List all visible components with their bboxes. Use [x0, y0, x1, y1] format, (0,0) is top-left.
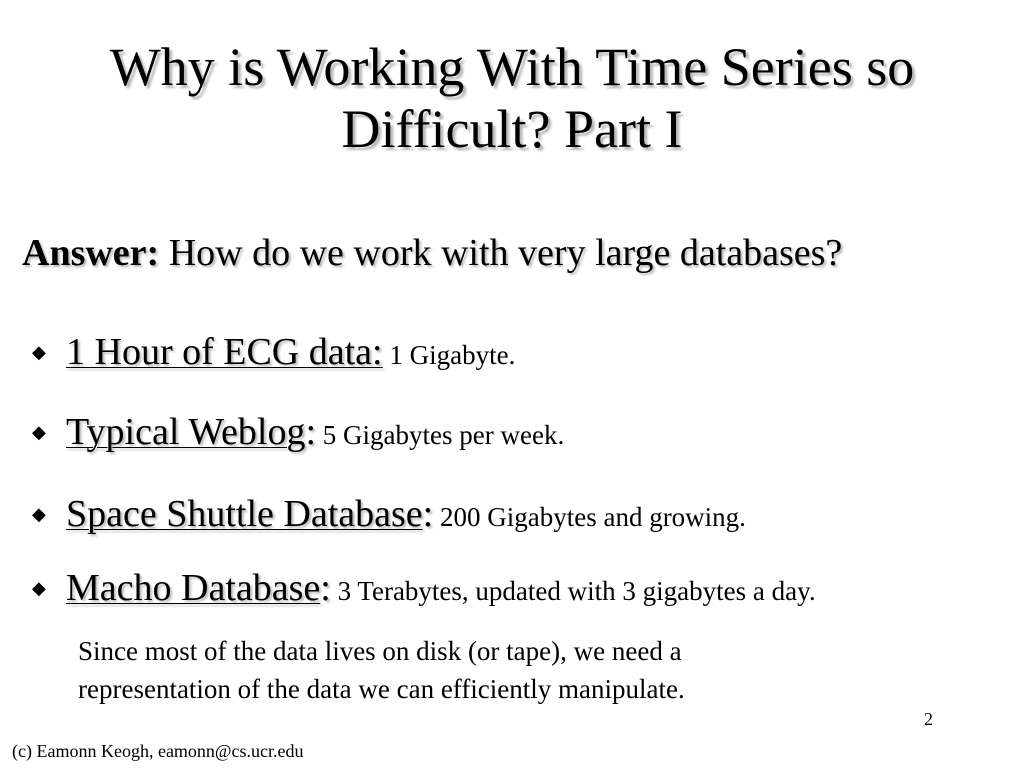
answer-text: How do we work with very large databases? [159, 232, 843, 274]
footer-credit: (c) Eamonn Keogh, eamonn@cs.ucr.edu [12, 741, 304, 761]
page-number: 2 [924, 709, 933, 729]
diamond-bullet-icon: ◆ [32, 342, 46, 362]
diamond-bullet-icon: ◆ [32, 578, 46, 598]
bullet-colon-shuttle: : [422, 493, 434, 535]
bullet-item-weblog [32, 408, 1022, 458]
slide-title [0, 36, 1024, 160]
bullet-label-shuttle: Space Shuttle Database [66, 493, 423, 535]
note-line-1: Since most of the data lives on disk (or tape), we need a [78, 636, 682, 666]
bullet-detail-macho: 3 Terabytes, updated with 3 gigabytes a day. [330, 576, 816, 606]
bullet-detail-ecg: 1 Gigabyte. [382, 340, 516, 370]
title-line-1: Why is Working With Time Series so [109, 37, 915, 97]
diamond-bullet-icon: ◆ [32, 422, 46, 442]
answer-line [22, 228, 1022, 278]
bullet-label-ecg: 1 Hour of ECG data: [66, 331, 383, 373]
note-text [78, 632, 978, 708]
diamond-bullet-icon: ◆ [32, 504, 46, 524]
bullet-detail-shuttle: 200 Gigabytes and growing. [433, 502, 746, 532]
bullet-label-weblog: Typical Weblog [66, 411, 306, 453]
bullet-item-shuttle [32, 490, 1022, 540]
bullet-item-ecg [32, 328, 1022, 378]
bullet-detail-weblog: 5 Gigabytes per week. [316, 420, 565, 450]
bullet-colon-macho: : [320, 567, 331, 609]
bullet-colon-weblog: : [305, 411, 317, 453]
answer-label: Answer: [22, 232, 160, 274]
title-line-2: Difficult? Part I [341, 99, 683, 159]
bullet-label-macho: Macho Database [66, 567, 321, 609]
note-line-2: representation of the data we can efficiently manipulate. [78, 674, 685, 704]
bullet-item-macho [32, 564, 1022, 614]
